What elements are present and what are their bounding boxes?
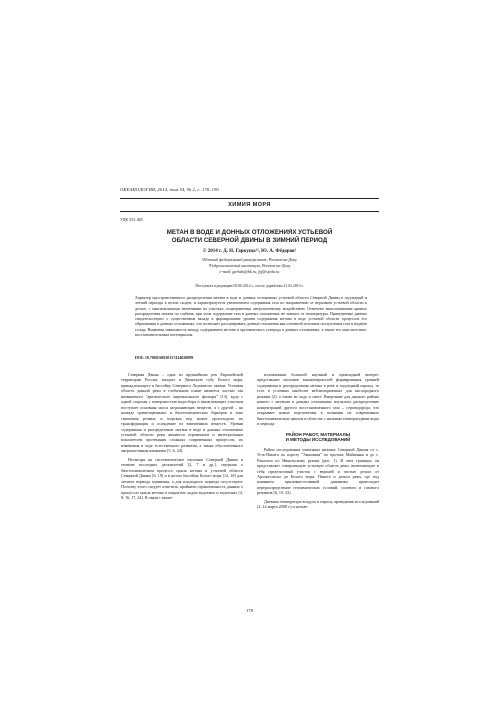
section-rule — [120, 211, 379, 212]
body-paragraph: Северная Двина – одна из крупнейших рек Европейской территории России, впадает в Двинскую губу Белого моря, принадлежащего к бассейну Северного Ледовитого океана. Устьевая область данной реки в глобальном плане является частью так называемого "арктического маргинального фильтра" [13], куда с одной стороны с поверхностью водосбора и вышележащих участков поступает основная масса загрязняющих веществ, а с другой – на каскаде гравитационных и биогеохимических барьеров в зоне смешения речных и морских вод может происходить их трансформация и осаждение из взвешенных веществ. Уровни содержания и распределение метана в воде и донных отложениях устьевой области реки являются отражением и интегральным показателем протекания сложных современных процессов, их изменения в ходе естественного развития, а также обусловленного антропогенным влиянием [5, 6, 24]. — [121, 372, 243, 454]
section-heading: ХИМИЯ МОРЯ — [228, 202, 271, 208]
heading-line: РАЙОН РАБОТ, МАТЕРИАЛЫ — [285, 431, 351, 437]
received-dates: Поступила в редакцию 05.06.2012 г., после доработки 21.02.2013 г. — [195, 284, 304, 288]
abstract: Характер пространственного распределения метана в воде и донных отложениях устьевой области Северной Двины в подледный и летний периоды в целом сходен, и характеризуется увеличением содержания газа по направлению от верховьев устьевой области к дельте, с максимальными значениями на участках, подверженных антропогенному воздействию. Отмечено выполаживание кривых распределения метана по глубине, при этом содержание газа в донных отложениях не зависит от температуры. Приведенные данные свидетельствуют о существенном вкладе в формирование уровня содержания метана в воде устьевой области процессов его образования в донных отложениях, что позволяет рассматривать донные отложения как основной источник поступления газа в водную толщу. Выявлена зависимость между содержанием метана и органического углерода в донных отложениях, а также его окислительно-восстановительным потенциалом. — [135, 295, 367, 338]
affiliation-1: ¹Южный федеральный университет, Ростов-на-Дону — [202, 257, 297, 262]
heading-line: И МЕТОДЫ ИССЛЕДОВАНИЙ — [285, 437, 351, 443]
title-line: МЕТАН В ВОДЕ И ДОННЫХ ОТЛОЖЕНИЯХ УСТЬЕВОЙ — [166, 229, 333, 236]
left-column — [121, 372, 243, 503]
author-emails: e-mail: garkdn@bk.ru, fyf@sfedu.ru — [219, 269, 280, 274]
body-paragraph: Район исследования охватывал низовье Северной Двины от с. Усть-Пинега по пороту "Экономия" по протоке Майманка и до с. Ракасиха по Никольскому рукаву (рис. 1). В этих границах он представляет совершенную устьевую область реки, включающую в себя предельтовый участок с верхней и частью дельта от Архангельска до Белого моря. Пинега и дельта реки, где под влиянием приливно-отливной динамики происходит перераспределение геохимических условий, солевого и газового режимов [6, 19, 23]. — [257, 446, 379, 496]
title-line: ОБЛАСТИ СЕВЕРНОЙ ДВИНЫ В ЗИМНИЙ ПЕРИОД — [171, 237, 328, 244]
author-list: © 2014 г. Д. Н. Гаркуша¹², Ю. А. Фёдоров¹ — [202, 249, 297, 254]
methods-heading — [257, 432, 379, 443]
page-number: 178 — [246, 608, 253, 613]
body-paragraph: изложенным большой научный и прикладной интерес представляет изучение закономерностей формирования уровней содержания и распределения метана в реке в подледный период, то есть в условиях наиболее неблагоприятных для кислородного режима [2], а также во льду и снеге. Вмерзание для данного района нашего с метаном в донных отложениях изучались распределение концентраций другого восстановленного газа – сероводорода, что открывает новые перспективы в познании их современных биогеохимических циклов в областях с низкими температурами воды и периода. — [257, 372, 379, 427]
right-column — [257, 372, 379, 513]
body-paragraph: Дневная температура воздуха в период проведения исследований (2–14 марта 2008 г.) и ночью- — [257, 498, 379, 510]
affiliation-2: ²Гидрохимический институт, Ростов-на-Дону — [208, 263, 291, 268]
doi: DOI: 10.7868/S0030157414020099 — [135, 355, 194, 360]
article-title — [140, 229, 359, 245]
body-paragraph: Несмотря на систематическое изучение Северной Двины в течение последних десятилетий [2, 7 и др.], сведения о биогеохимическом процессе цикла метана в устьевой области Северной Двины [6, 19] и в целом бассейна Белого моря [12, 18] для летнего периода единичны, а для подледного периода отсутствуют. Поэтому этого следует отметить, крайнюю ограниченность данных о процессах цикла метана в покрытых льдом водоемах и водотоках [4, 8, 16, 17, 24]. В связи с выше- — [121, 456, 243, 500]
udk-code: УДК 551.465 — [120, 217, 143, 222]
journal-citation: ОКЕАНОЛОГИЯ, 2014, том 54, № 2, с. 178–190 — [120, 187, 219, 192]
top-rule — [120, 198, 379, 199]
